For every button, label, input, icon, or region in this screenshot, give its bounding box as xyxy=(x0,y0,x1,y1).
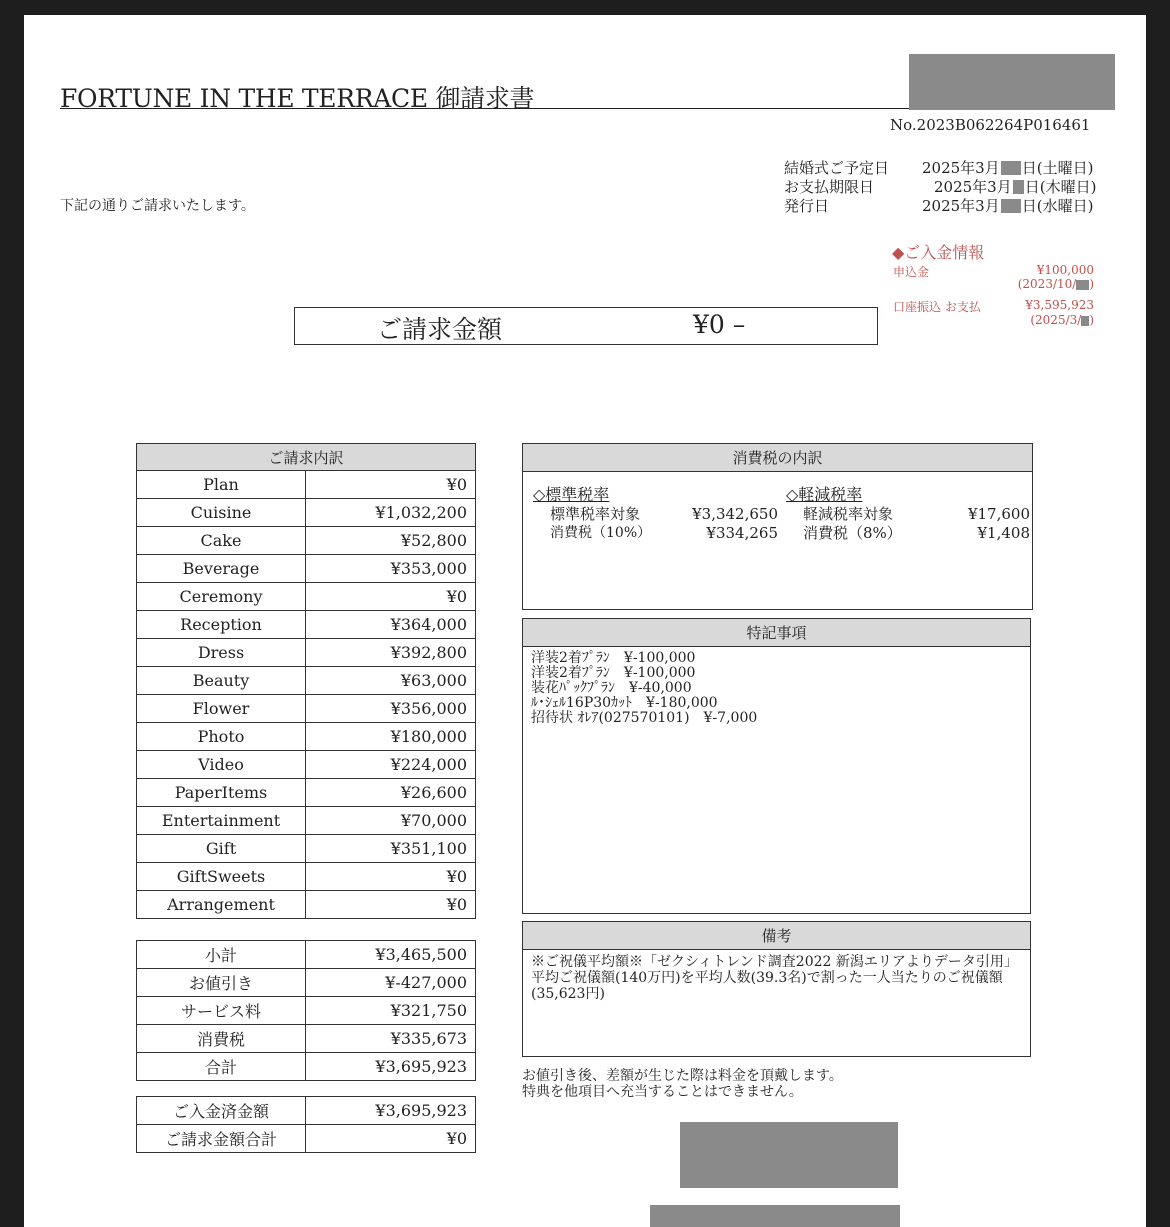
item-amount: ¥3,695,923 xyxy=(306,1053,476,1081)
tax-label: 軽減税率対象 xyxy=(803,505,894,523)
tax-value: ¥17,600 xyxy=(967,505,1030,523)
item-name: Arrangement xyxy=(137,891,306,919)
item-amount: ¥63,000 xyxy=(306,667,476,695)
item-amount: ¥0 xyxy=(306,891,476,919)
breakdown-row xyxy=(137,779,476,807)
item-name: Reception xyxy=(137,611,306,639)
item-name: PaperItems xyxy=(137,779,306,807)
tax-label: 消費税（10%） xyxy=(550,525,652,541)
breakdown-row xyxy=(137,751,476,779)
paid-table xyxy=(136,1096,476,1153)
item-amount: ¥3,465,500 xyxy=(306,941,476,969)
breakdown-row xyxy=(137,555,476,583)
title-underline xyxy=(60,108,910,109)
date-label: 結婚式ご予定日 xyxy=(784,159,890,177)
item-name: Entertainment xyxy=(137,807,306,835)
tax-value: ¥334,265 xyxy=(706,524,778,542)
breakdown-row xyxy=(137,499,476,527)
totals-row xyxy=(137,969,476,997)
item-name: 合計 xyxy=(137,1053,306,1081)
date-prefix: 2025年3月 xyxy=(922,159,1000,177)
date-list xyxy=(784,159,1096,216)
footnote-line: お値引き後、差額が生じた際は料金を頂戴します。 xyxy=(522,1068,843,1084)
transfer-amount: ¥3,595,923 xyxy=(1025,298,1094,312)
redacted-day xyxy=(1001,199,1021,213)
breakdown-row xyxy=(137,471,476,499)
date-label: お支払期限日 xyxy=(784,178,875,196)
item-amount: ¥335,673 xyxy=(306,1025,476,1053)
payment-due-date-row xyxy=(784,178,1096,197)
item-name: Beauty xyxy=(137,667,306,695)
reduced-rate-section xyxy=(786,482,1030,543)
item-name: Cuisine xyxy=(137,499,306,527)
date-prefix: 2025年3月 xyxy=(922,197,1000,215)
wedding-date-row xyxy=(784,159,1096,178)
item-name: お値引き xyxy=(137,969,306,997)
transfer-date: (2025/3/ ) xyxy=(1030,313,1094,327)
standard-rate-section xyxy=(533,482,778,543)
breakdown-row xyxy=(137,611,476,639)
invoice-title: FORTUNE IN THE TERRACE 御請求書 xyxy=(60,84,535,113)
remarks-text: ※ご祝儀平均額※「ゼクシィトレンド調査2022 新潟エリアよりデータ引用」平均ご祝儀額(140万円)を平均人数(39.3名)で割った一人当たりのご祝儀額(35,623円) xyxy=(531,954,1018,1002)
footnote-line: 特典を他項目へ充当することはできません。 xyxy=(522,1084,803,1100)
breakdown-row xyxy=(137,835,476,863)
breakdown-table xyxy=(136,443,476,919)
redacted-block xyxy=(650,1205,900,1227)
redacted-block xyxy=(909,54,1115,110)
breakdown-row xyxy=(137,807,476,835)
date-suffix: 日(土曜日) xyxy=(1021,159,1094,177)
reduced-rate-heading: ◇軽減税率 xyxy=(786,485,863,504)
special-note-line: 招待状 ｵﾚｱ(027570101) ¥-7,000 xyxy=(531,710,758,726)
totals-row xyxy=(137,1053,476,1081)
billing-amount-label: ご請求金額 xyxy=(377,315,503,344)
deposit-date: (2023/10/ ) xyxy=(1017,277,1094,291)
totals-row xyxy=(137,941,476,969)
redacted-day xyxy=(1001,161,1021,175)
invoice-page xyxy=(24,15,1146,1227)
deposit-label: 申込金 xyxy=(893,265,930,279)
item-amount: ¥0 xyxy=(306,471,476,499)
totals-row xyxy=(137,997,476,1025)
tax-label: 標準税率対象 xyxy=(550,505,641,523)
item-amount: ¥0 xyxy=(306,1125,476,1153)
item-amount: ¥353,000 xyxy=(306,555,476,583)
item-amount: ¥180,000 xyxy=(306,723,476,751)
special-note-line: ﾙ･ｼｪﾙ16P30ｶｯﾄ ¥-180,000 xyxy=(531,695,718,711)
paid-row xyxy=(137,1097,476,1125)
breakdown-row xyxy=(137,723,476,751)
item-amount: ¥0 xyxy=(306,583,476,611)
item-name: Flower xyxy=(137,695,306,723)
special-notes-panel xyxy=(522,618,1031,914)
item-amount: ¥52,800 xyxy=(306,527,476,555)
breakdown-row xyxy=(137,583,476,611)
paid-row xyxy=(137,1125,476,1153)
item-amount: ¥3,695,923 xyxy=(306,1097,476,1125)
special-note-line: 洋装2着ﾌﾟﾗﾝ ¥-100,000 xyxy=(531,665,696,681)
transfer-label: 口座振込 お支払 xyxy=(893,300,981,314)
item-amount: ¥356,000 xyxy=(306,695,476,723)
breakdown-row xyxy=(137,667,476,695)
greeting-text: 下記の通りご請求いたします。 xyxy=(60,198,255,214)
special-note-line: 装花ﾊﾟｯｸﾌﾟﾗﾝ ¥-40,000 xyxy=(531,680,692,696)
item-name: ご請求金額合計 xyxy=(137,1125,306,1153)
remarks-header: 備考 xyxy=(523,922,1030,950)
remarks-panel xyxy=(522,921,1031,1057)
date-label: 発行日 xyxy=(784,197,830,215)
item-amount: ¥1,032,200 xyxy=(306,499,476,527)
deposit-amount: ¥100,000 xyxy=(1036,263,1094,277)
breakdown-row xyxy=(137,639,476,667)
item-amount: ¥351,100 xyxy=(306,835,476,863)
special-notes-header: 特記事項 xyxy=(523,619,1030,647)
item-name: 小計 xyxy=(137,941,306,969)
item-amount: ¥364,000 xyxy=(306,611,476,639)
item-name: Gift xyxy=(137,835,306,863)
item-amount: ¥224,000 xyxy=(306,751,476,779)
breakdown-row xyxy=(137,891,476,919)
item-name: Cake xyxy=(137,527,306,555)
date-prefix: 2025年3月 xyxy=(934,178,1012,196)
item-amount: ¥0 xyxy=(306,863,476,891)
tax-breakdown-header: 消費税の内訳 xyxy=(523,444,1032,472)
billing-amount-value: ¥0 – xyxy=(693,310,746,339)
document-number: No.2023B062264P016461 xyxy=(890,116,1091,134)
redacted-block xyxy=(680,1122,898,1188)
totals-table xyxy=(136,940,476,1081)
redacted-day xyxy=(1013,180,1024,194)
breakdown-row xyxy=(137,863,476,891)
item-name: Video xyxy=(137,751,306,779)
item-name: サービス料 xyxy=(137,997,306,1025)
item-amount: ¥70,000 xyxy=(306,807,476,835)
tax-value: ¥3,342,650 xyxy=(692,505,778,523)
item-amount: ¥26,600 xyxy=(306,779,476,807)
breakdown-header: ご請求内訳 xyxy=(137,444,476,471)
item-name: GiftSweets xyxy=(137,863,306,891)
payment-info-heading: ◆ご入金情報 xyxy=(892,243,985,262)
standard-rate-heading: ◇標準税率 xyxy=(533,485,610,504)
item-amount: ¥392,800 xyxy=(306,639,476,667)
footnote xyxy=(522,1068,843,1100)
special-notes-list xyxy=(523,647,1030,730)
item-amount: ¥321,750 xyxy=(306,997,476,1025)
date-suffix: 日(水曜日) xyxy=(1021,197,1094,215)
issue-date-row xyxy=(784,197,1096,216)
tax-label: 消費税（8%） xyxy=(803,524,902,542)
totals-row xyxy=(137,1025,476,1053)
breakdown-row xyxy=(137,527,476,555)
item-name: ご入金済金額 xyxy=(137,1097,306,1125)
item-name: Dress xyxy=(137,639,306,667)
item-name: Photo xyxy=(137,723,306,751)
item-name: 消費税 xyxy=(137,1025,306,1053)
item-amount: ¥-427,000 xyxy=(306,969,476,997)
tax-breakdown-panel xyxy=(522,443,1033,610)
tax-value: ¥1,408 xyxy=(977,524,1030,542)
item-name: Plan xyxy=(137,471,306,499)
item-name: Ceremony xyxy=(137,583,306,611)
item-name: Beverage xyxy=(137,555,306,583)
date-suffix: 日(木曜日) xyxy=(1024,178,1097,196)
breakdown-row xyxy=(137,695,476,723)
billing-amount-box xyxy=(294,307,878,345)
special-note-line: 洋装2着ﾌﾟﾗﾝ ¥-100,000 xyxy=(531,650,696,666)
